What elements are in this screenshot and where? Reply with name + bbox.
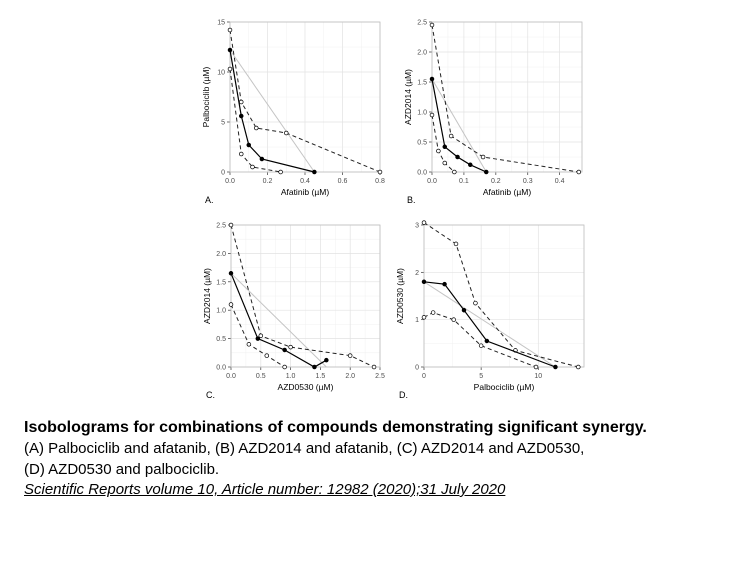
y-tick-label: 2.0: [417, 49, 427, 57]
series-mean-point: [313, 365, 317, 369]
series-mean-point: [462, 308, 466, 312]
series-upper-point: [289, 345, 293, 349]
panel-d-label: D.: [399, 390, 408, 400]
series-mean-point: [456, 155, 460, 159]
y-tick-label: 0.5: [417, 139, 427, 147]
panel-c-y-axis-label: AZD2014 (µM): [202, 268, 212, 324]
series-lower-point: [431, 311, 435, 315]
series-lower-line: [230, 69, 281, 172]
x-tick-label: 0.0: [225, 178, 235, 185]
y-tick-label: 1.0: [216, 307, 226, 315]
y-tick-label: 2: [415, 269, 419, 277]
series-mean-point: [324, 358, 328, 362]
series-mean-point: [468, 163, 472, 167]
series-lower-point: [452, 318, 456, 322]
series-lower-point: [479, 344, 483, 348]
x-tick-label: 0.4: [554, 178, 565, 185]
y-tick-label: 1.0: [417, 109, 427, 117]
series-mean-point: [260, 157, 264, 161]
series-mean-point: [484, 170, 488, 174]
series-upper-line: [432, 25, 579, 172]
figure-caption: [24, 418, 744, 500]
y-tick-label: 2.0: [216, 250, 226, 258]
series-mean-point: [247, 143, 251, 147]
x-tick-label: 2.5: [375, 373, 385, 380]
series-lower-point: [229, 303, 233, 307]
y-tick-label: 1.5: [216, 279, 226, 287]
x-tick-label: 2.0: [345, 373, 356, 380]
series-lower-point: [239, 152, 243, 156]
panel-a-label: A.: [205, 195, 214, 205]
panel-d-y-axis-label: AZD0530 (µM): [395, 268, 405, 324]
x-tick-label: 0.1: [459, 178, 469, 185]
caption-body-line-1: (A) Palbociclib and afatanib, (B) AZD2014 and afatanib, (C) AZD2014 and AZD0530,: [24, 440, 585, 457]
y-tick-label: 0: [221, 169, 225, 177]
y-tick-label: 15: [217, 19, 225, 27]
panel-a-x-axis-label: Afatinib (µM): [280, 187, 330, 197]
series-lower-point: [534, 365, 538, 369]
x-tick-label: 0.4: [300, 178, 310, 185]
series-mean-point: [443, 282, 447, 286]
series-lower-point: [430, 113, 434, 117]
panel-d-minor-grid: [424, 225, 584, 367]
series-lower-point: [443, 161, 447, 165]
series-mean-point: [422, 280, 426, 284]
series-lower-point: [228, 67, 232, 71]
y-tick-label: 1: [415, 317, 419, 325]
caption-source-link[interactable]: Scientific Reports volume 10, Article number: 12982 (2020);31 July 2020: [24, 481, 506, 498]
series-upper-point: [454, 242, 458, 246]
series-upper-point: [422, 221, 426, 225]
panel-a-y-axis-label: Palbociclib (µM): [201, 66, 211, 128]
caption-body-line-2: (D) AZD0530 and palbociclib.: [24, 461, 220, 478]
series-lower-point: [279, 170, 283, 174]
x-tick-label: 0.2: [262, 178, 273, 185]
series-upper-point: [430, 23, 434, 27]
series-mean-point: [283, 348, 287, 352]
series-upper-point: [284, 131, 288, 135]
series-upper-point: [228, 28, 232, 32]
panel-c: [202, 223, 385, 401]
series-lower-point: [247, 342, 251, 346]
series-lower-point: [265, 354, 269, 358]
panel-c-x-axis-label: AZD0530 (µM): [277, 382, 334, 392]
panel-b-label: B.: [407, 195, 416, 205]
y-tick-label: 2.5: [216, 222, 226, 230]
series-upper-point: [449, 134, 453, 138]
series-lower-point: [283, 365, 287, 369]
panel-c-label: C.: [206, 390, 215, 400]
series-upper-point: [229, 223, 233, 227]
panel-b: [403, 20, 582, 206]
y-tick-label: 1.5: [417, 79, 427, 87]
series-upper-point: [576, 365, 580, 369]
x-tick-label: 1.0: [285, 373, 296, 380]
x-tick-label: 0.8: [375, 178, 385, 185]
series-upper-point: [239, 100, 243, 104]
series-mean-point: [430, 77, 434, 81]
series-mean-point: [256, 337, 260, 341]
x-tick-label: 0.0: [427, 178, 437, 185]
panel-b-x-axis-label: Afatinib (µM): [482, 187, 532, 197]
y-tick-label: 10: [217, 69, 225, 77]
series-mean-point: [229, 271, 233, 275]
series-lower-point: [422, 315, 426, 319]
y-tick-label: 3: [415, 222, 419, 230]
x-tick-label: 0.6: [337, 178, 348, 185]
panel-c-minor-grid: [231, 225, 380, 367]
panel-d: [395, 221, 584, 400]
y-tick-label: 0: [415, 364, 419, 372]
x-tick-label: 10: [534, 373, 543, 380]
series-mean-point: [443, 145, 447, 149]
series-mean-point: [312, 170, 316, 174]
series-upper-point: [372, 365, 376, 369]
y-tick-label: 0.0: [216, 364, 226, 372]
series-upper-point: [577, 170, 581, 174]
x-tick-label: 0: [422, 373, 426, 380]
y-tick-label: 0.0: [417, 169, 427, 177]
y-tick-label: 5: [221, 119, 225, 127]
x-tick-label: 0.5: [255, 373, 266, 380]
caption-title: Isobolograms for combinations of compounds demonstrating significant synergy.: [24, 419, 647, 436]
x-tick-label: 5: [479, 373, 484, 380]
y-tick-label: 0.5: [216, 336, 226, 344]
panel-d-x-axis-label: Palbociclib (µM): [473, 382, 535, 392]
series-mean-point: [485, 339, 489, 343]
series-lower-point: [436, 149, 440, 153]
series-upper-point: [378, 170, 382, 174]
x-tick-label: 0.3: [522, 178, 533, 185]
series-upper-point: [348, 354, 352, 358]
series-mean-point: [228, 48, 232, 52]
series-mean-point: [239, 114, 243, 118]
x-tick-label: 0.0: [226, 373, 236, 380]
series-lower-point: [251, 165, 255, 169]
series-additivity-line: [424, 282, 555, 367]
series-upper-point: [474, 301, 478, 305]
series-upper-line: [424, 223, 578, 367]
series-lower-point: [452, 170, 456, 174]
series-lower-line: [424, 313, 536, 367]
panel-a: [201, 20, 385, 206]
series-upper-point: [254, 126, 258, 130]
series-mean-point: [554, 365, 558, 369]
y-tick-label: 2.5: [417, 19, 427, 27]
series-upper-point: [481, 155, 485, 159]
x-tick-label: 1.5: [315, 373, 326, 380]
series-lower-line: [231, 305, 285, 368]
panel-b-y-axis-label: AZD2014 (µM): [403, 69, 413, 125]
x-tick-label: 0.2: [490, 178, 501, 185]
